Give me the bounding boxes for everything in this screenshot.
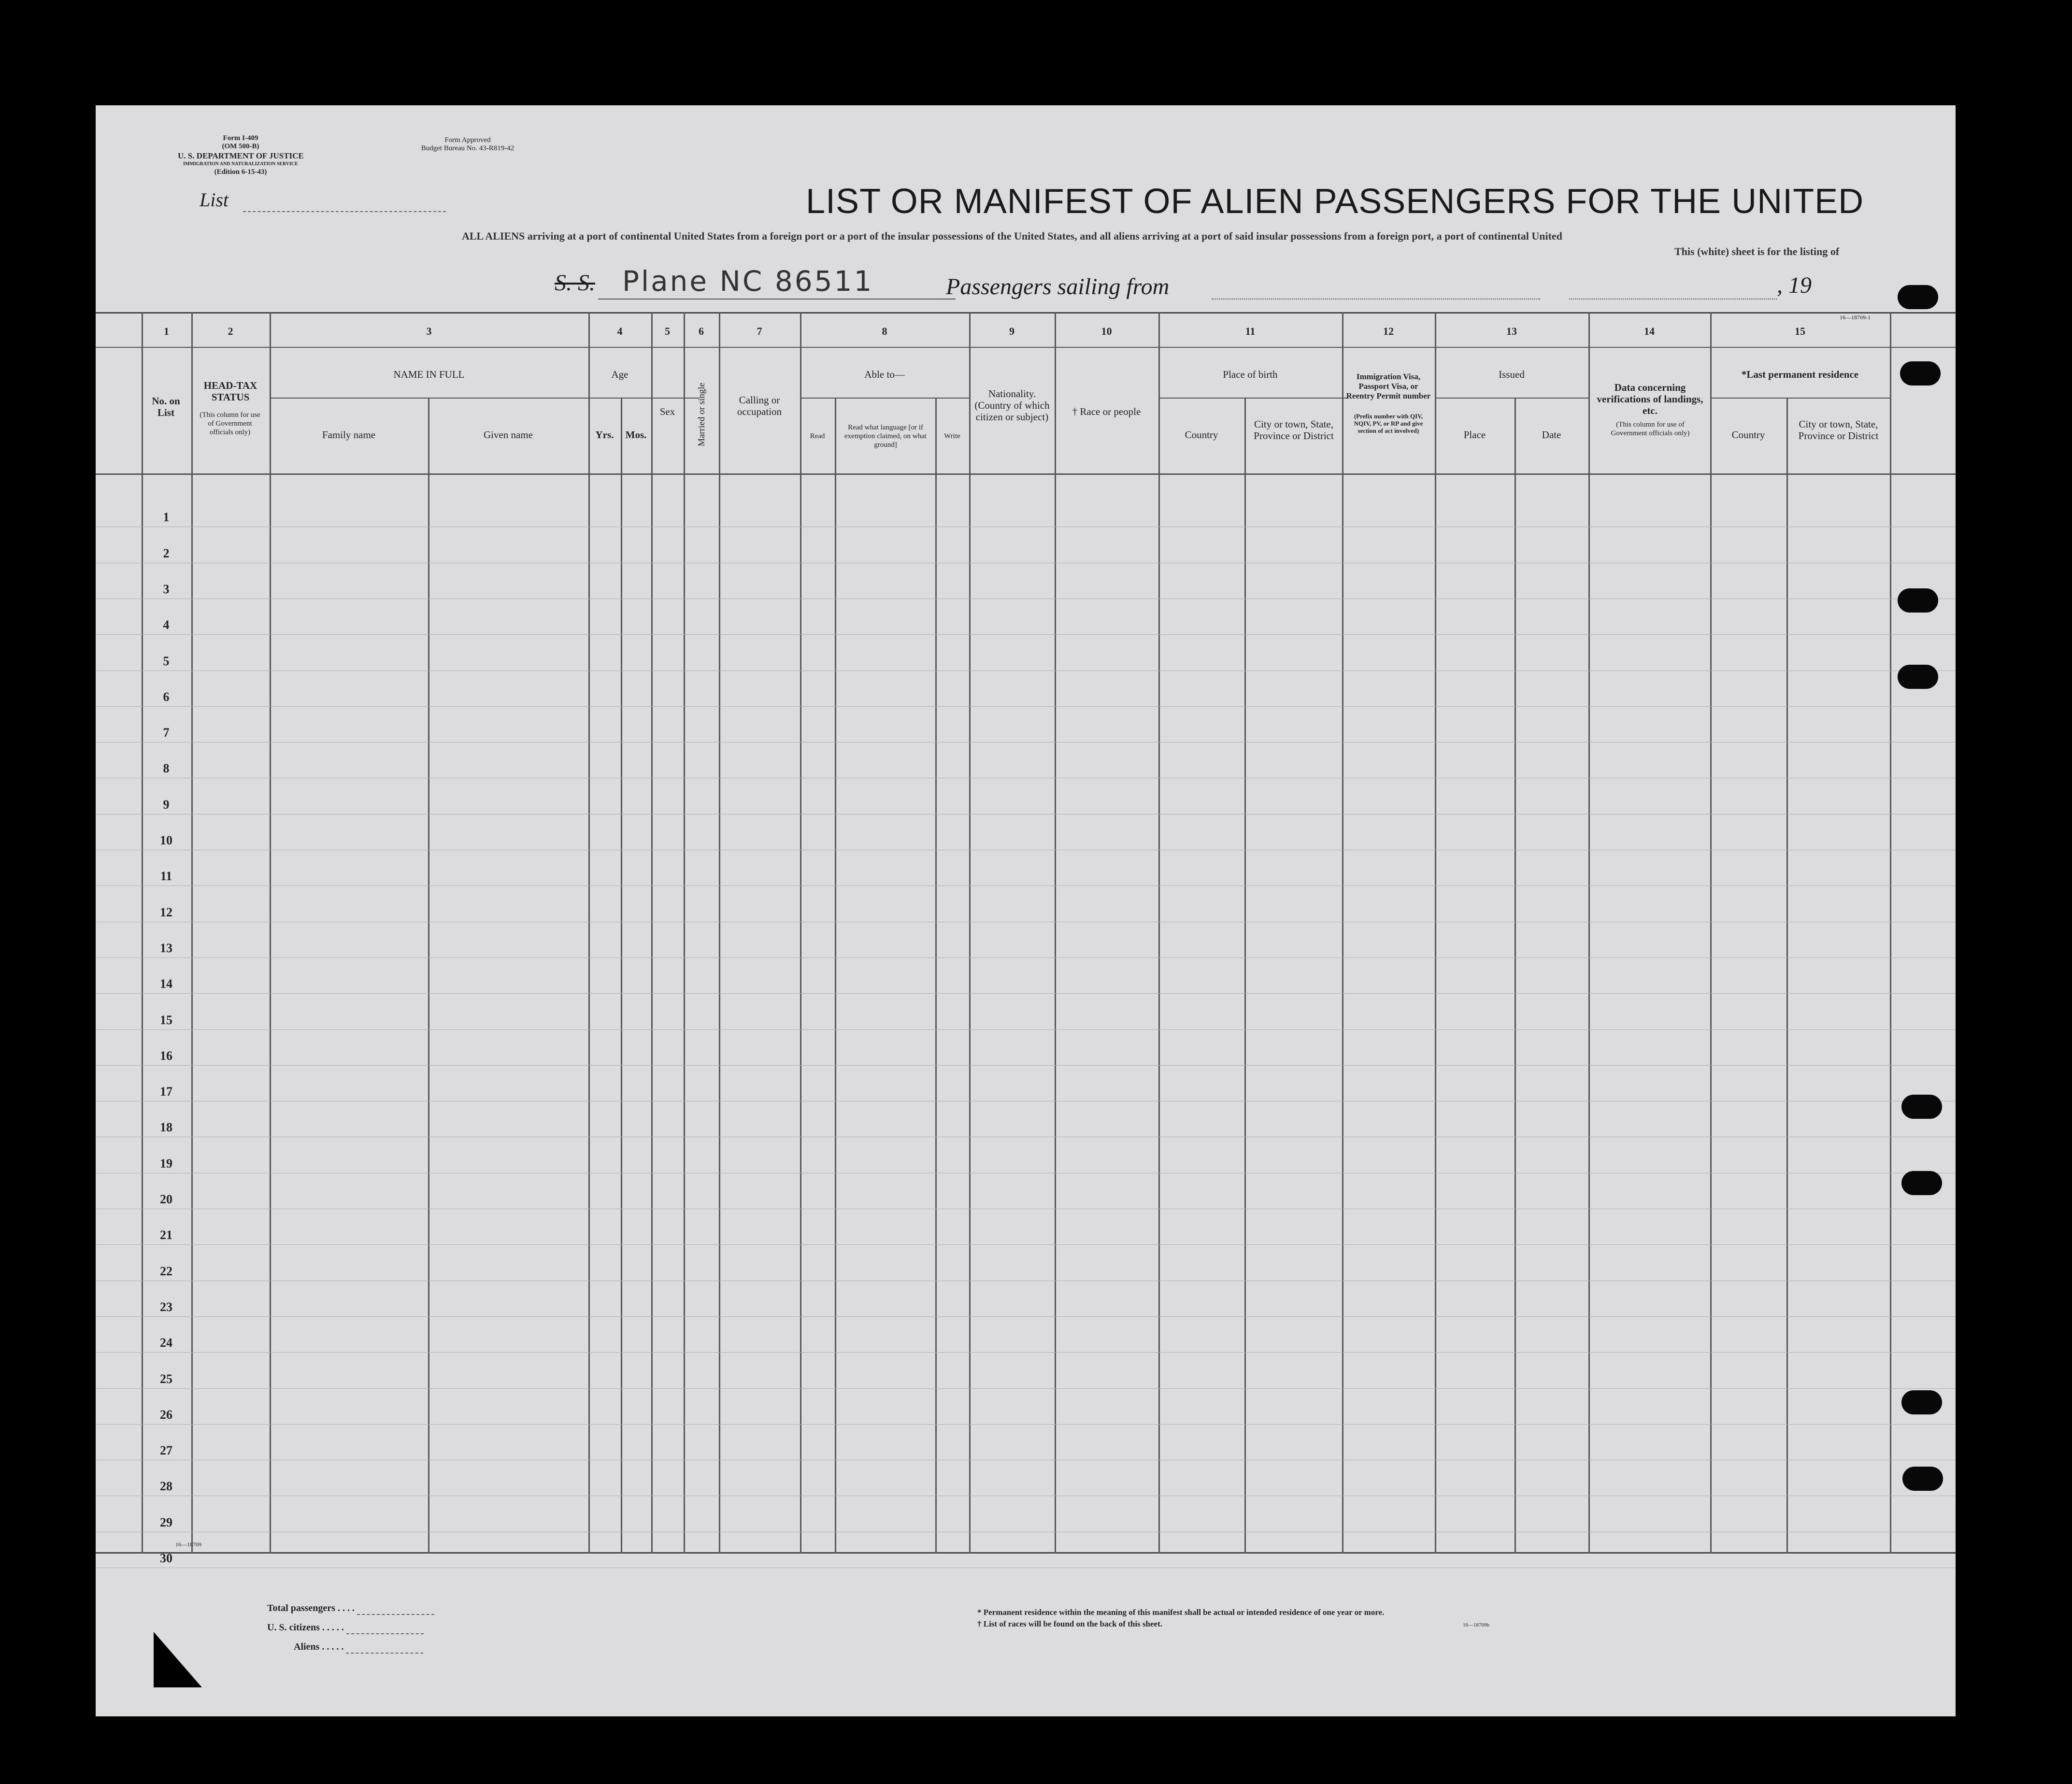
row-number: 26 (160, 1408, 172, 1422)
col-num-10: 10 (1101, 325, 1112, 337)
months-header: Mos. (625, 429, 647, 441)
col-line-end (1890, 312, 1891, 1554)
manifest-sheet (96, 105, 1956, 1716)
col-line-13b (1515, 398, 1516, 1554)
table-row[interactable] (96, 1352, 1956, 1353)
issued-divider (1435, 398, 1588, 399)
col-num-12: 12 (1383, 325, 1394, 337)
visa-header: Immigration Visa, Passport Visa, or Reentry Permit number (1346, 372, 1431, 400)
col-num-11: 11 (1245, 325, 1256, 337)
race-header: † Race or people (1072, 406, 1141, 417)
col-line-15b (1786, 398, 1788, 1554)
row-number: 6 (163, 690, 170, 704)
footnote-races: † List of races will be found on the back of this sheet. (977, 1619, 1162, 1628)
col-num-13: 13 (1506, 325, 1517, 337)
aliens-label: Aliens . . . . . (294, 1641, 423, 1654)
col-num-9: 9 (1009, 325, 1015, 337)
total-passengers-field[interactable] (357, 1603, 434, 1615)
issued-header: Issued (1499, 369, 1525, 380)
row-number: 2 (163, 546, 170, 560)
punch-hole (1898, 665, 1938, 689)
col-line-8 (800, 312, 801, 1554)
birth-city-header: City or town, State, Province or District (1254, 418, 1334, 442)
table-row[interactable] (96, 885, 1956, 886)
col-line-1 (142, 312, 143, 1554)
sailing-date-field[interactable] (1569, 299, 1777, 300)
punch-hole (1900, 361, 1941, 385)
list-label: List (200, 188, 446, 212)
ss-underline (598, 299, 956, 300)
row-number: 21 (160, 1228, 172, 1242)
last-residence-header: *Last permanent residence (1741, 369, 1859, 380)
table-row[interactable] (96, 993, 1956, 994)
row-number: 23 (160, 1300, 172, 1314)
sailing-from-field[interactable] (1212, 299, 1540, 300)
row-number: 8 (163, 761, 170, 775)
row-number: 11 (160, 869, 172, 883)
verification-note: (This column for use of Government officials only) (1611, 421, 1690, 437)
issued-date-header: Date (1542, 429, 1561, 441)
sailing-label: Passengers sailing from (946, 274, 1170, 300)
residence-divider (1710, 398, 1890, 399)
col-line-5 (651, 312, 653, 1554)
col-line-14 (1588, 312, 1590, 1554)
read-language-header: Read what language [or if exemption claimed, on what ground] (844, 424, 927, 449)
col-line-8c (935, 398, 937, 1554)
table-row[interactable] (96, 1029, 1956, 1030)
col-line-12 (1342, 312, 1343, 1554)
row-number: 15 (160, 1013, 172, 1027)
punch-hole (1902, 1467, 1943, 1491)
footer-code: 16—18709b (1463, 1622, 1489, 1628)
row-number: 17 (160, 1085, 172, 1099)
total-passengers-label: Total passengers . . . . (267, 1603, 434, 1615)
head-tax-header: HEAD-TAX STATUS (203, 380, 257, 403)
row-number: 25 (160, 1372, 172, 1386)
col-num-5: 5 (665, 325, 670, 337)
row-number: 12 (160, 905, 172, 919)
verification-header: Data concerning verifications of landings, etc. (1597, 382, 1703, 416)
row-number: 19 (160, 1156, 172, 1170)
table-row[interactable] (96, 634, 1956, 635)
married-single-header: Married or single (697, 383, 707, 446)
col-line-11b (1244, 398, 1246, 1554)
col-line-6 (684, 312, 685, 1554)
row-number: 7 (163, 726, 170, 740)
row-number: 24 (160, 1336, 172, 1350)
nationality-header: Nationality. (Country of which citizen or subject) (974, 388, 1050, 423)
row-number: 28 (160, 1479, 172, 1493)
family-name-header: Family name (322, 429, 376, 441)
form-approval: Form Approved Budget Bureau No. 43-R819-42 (421, 136, 514, 152)
years-header: Yrs. (595, 429, 614, 441)
col-line-11 (1158, 312, 1160, 1554)
row-number: 9 (163, 798, 170, 812)
col-num-3: 3 (426, 325, 432, 337)
footnote-residence: * Permanent residence within the meaning of this manifest shall be actual or intended residence of one year or more. (977, 1608, 1385, 1617)
row-number: 3 (163, 582, 170, 596)
punch-hole (1898, 588, 1938, 613)
torn-corner (154, 1632, 202, 1687)
col-num-14: 14 (1644, 325, 1655, 337)
name-in-full-header: NAME IN FULL (393, 369, 465, 380)
able-to-header: Able to— (864, 369, 905, 380)
row-number: 29 (160, 1515, 172, 1529)
birth-divider (1159, 398, 1348, 399)
given-name-header: Given name (483, 429, 533, 441)
col-line-4b (621, 398, 622, 1554)
page-subtitle: ALL ALIENS arriving at a port of continental United States from a foreign port or a port of the insular possessions of the United States, and all aliens arriving at a port of said insular possessions from a foreign port, a port of continental United (462, 230, 1562, 242)
punch-hole (1901, 1390, 1942, 1414)
col-line-8b (835, 398, 836, 1554)
col-line-2 (191, 312, 193, 1554)
table-row[interactable] (96, 706, 1956, 707)
table-row[interactable] (96, 1388, 1956, 1389)
row-number: 16 (160, 1049, 172, 1063)
col-num-15: 15 (1795, 325, 1805, 337)
row-number: 5 (163, 654, 170, 668)
punch-hole (1901, 1095, 1942, 1119)
residence-city-header: City or town, State, Province or District (1798, 418, 1879, 442)
col-line-7 (719, 312, 720, 1554)
punch-hole (1901, 1171, 1942, 1195)
col-number-divider (96, 347, 1956, 348)
row-number: 27 (160, 1443, 172, 1457)
issued-place-header: Place (1463, 429, 1486, 441)
row-number: 13 (160, 941, 172, 955)
aliens-field[interactable] (346, 1641, 423, 1654)
row-number: 14 (160, 977, 172, 991)
col-line-15 (1710, 312, 1712, 1554)
table-row[interactable] (96, 1244, 1956, 1245)
punch-hole (1898, 285, 1938, 309)
table-top-border (96, 312, 1956, 314)
place-of-birth-header: Place of birth (1223, 369, 1278, 380)
col-line-3b (428, 398, 429, 1554)
visa-note: (Prefix number with QIV, NQIV, PV, or RP and give section of act involved) (1354, 413, 1423, 434)
us-citizens-label: U. S. citizens . . . . . (267, 1622, 424, 1634)
col-line-9 (969, 312, 971, 1554)
col-num-7: 7 (757, 325, 762, 337)
row-number: 20 (160, 1192, 172, 1206)
col-line-3 (270, 312, 271, 1554)
row-number: 1 (163, 510, 170, 524)
col-line-4 (588, 312, 590, 1554)
age-divider (588, 398, 651, 399)
row-number: 30 (160, 1551, 172, 1565)
table-row[interactable] (96, 1424, 1956, 1425)
birth-country-header: Country (1185, 429, 1218, 441)
page-subtitle-2: This (white) sheet is for the listing of (1674, 245, 1840, 257)
col-num-4: 4 (617, 325, 623, 337)
bottom-code: 16—18709 (175, 1541, 201, 1548)
ss-vessel-handwritten[interactable]: Plane NC 86511 (622, 265, 874, 298)
us-citizens-field[interactable] (346, 1622, 424, 1634)
page-title: LIST OR MANIFEST OF ALIEN PASSENGERS FOR THE UNITED (806, 182, 1864, 221)
row-number: 22 (160, 1264, 172, 1278)
row-number: 4 (163, 618, 170, 632)
row-number: 18 (160, 1120, 172, 1134)
corner-code: 16—18709-1 (1840, 314, 1871, 321)
write-header: Write (944, 432, 960, 440)
col-num-1: 1 (164, 325, 169, 337)
table-row[interactable] (96, 1316, 1956, 1317)
table-row[interactable] (96, 957, 1956, 958)
col-line-10 (1055, 312, 1056, 1554)
age-header: Age (611, 369, 629, 380)
department-label: U. S. DEPARTMENT OF JUSTICE IMMIGRATION AND NATURALIZATION SERVICE (Edition 6-15-43) (178, 151, 304, 176)
read-header: Read (810, 432, 825, 440)
calling-header: Calling or occupation (737, 394, 782, 417)
row-number: 10 (160, 833, 172, 847)
table-bottom-border (96, 1552, 1956, 1554)
form-number: Form I-409 (OM 500-B) (222, 134, 259, 150)
sex-header: Sex (659, 406, 675, 417)
col-num-8: 8 (882, 325, 887, 337)
col-num-6: 6 (699, 325, 704, 337)
col-line-13 (1435, 312, 1436, 1554)
no-on-list-header: No. on List (152, 395, 180, 418)
ss-label: S. S. (555, 270, 595, 296)
able-to-divider (801, 398, 970, 399)
list-number-field[interactable] (243, 188, 446, 212)
col-num-2: 2 (228, 325, 233, 337)
table-row[interactable] (96, 1065, 1956, 1066)
header-bottom-border (96, 473, 1956, 475)
residence-country-header: Country (1731, 429, 1765, 441)
head-tax-note: (This column for use of Government officials only) (200, 411, 260, 436)
year-label: , 19 (1777, 272, 1812, 298)
